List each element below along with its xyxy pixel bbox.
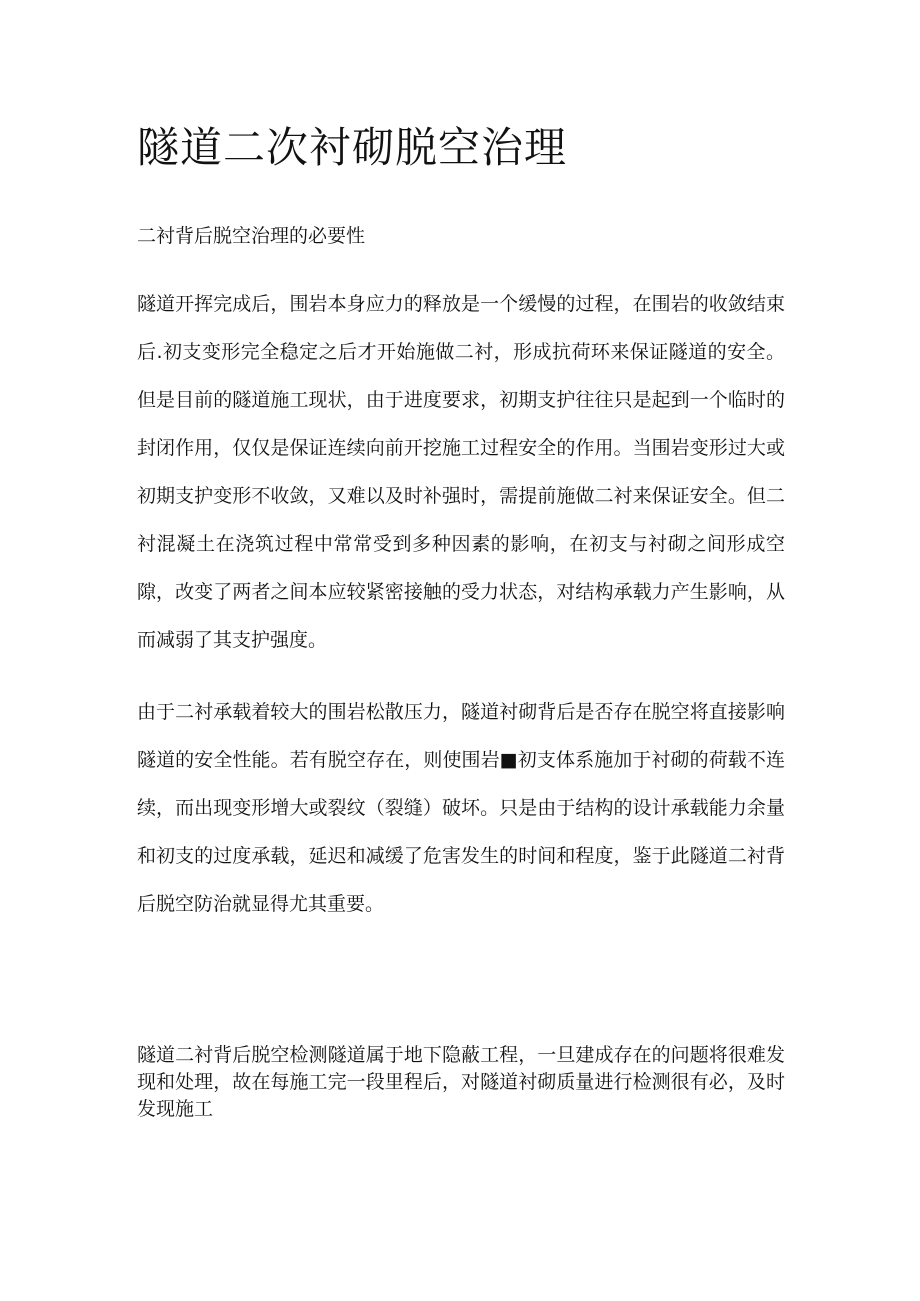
paragraph-2: 由于二衬承载着较大的围岩松散压力，隧道衬砌背后是否存在脱空将直接影响隧道的安全性能。若有脱空存在，则使围岩■初支体系施加于衬砌的荷载不连续，而出现变形增大或裂纹（裂缝）破坏。只是由于结构的设计承载能力余量和初支的过度承载，延迟和减缓了危害发生的时间和程度，鉴于此隧道二衬背后脱空防治就显得尤其重要。 [137,701,785,915]
document-title: 隧道二次衬砌脱空治理 [137,123,568,172]
paragraph-1: 隧道开挥完成后，围岩本身应力的释放是一个缓慢的过程，在围岩的收敛结束后.初支变形完全稳定之后才开始施做二衬，形成抗荷环来保证隧道的安全。但是目前的隧道施工现状，由于进度要求，初期支护往往只是起到一个临时的封闭作用，仅仅是保证连续向前开挖施工过程安全的作用。当围岩变形过大或初期支护变形不收敛，又难以及时补强时，需提前施做二衬来保证安全。但二衬混凝土在浇筑过程中常常受到多种因素的影响，在初支与衬砌之间形成空隙，改变了两者之间本应较紧密接触的受力状态，对结构承载力产生影响，从而减弱了其支护强度。 [137,293,785,651]
section-heading: 二衬背后脱空治理的必要性 [137,225,366,247]
paragraph-3: 隧道二衬背后脱空检测隧道属于地下隐蔽工程，一旦建成存在的问题将很难发现和处理，故在每施工完一段里程后，对隧道衬砌质量进行检测很有必，及时发现施工 [137,1044,785,1120]
